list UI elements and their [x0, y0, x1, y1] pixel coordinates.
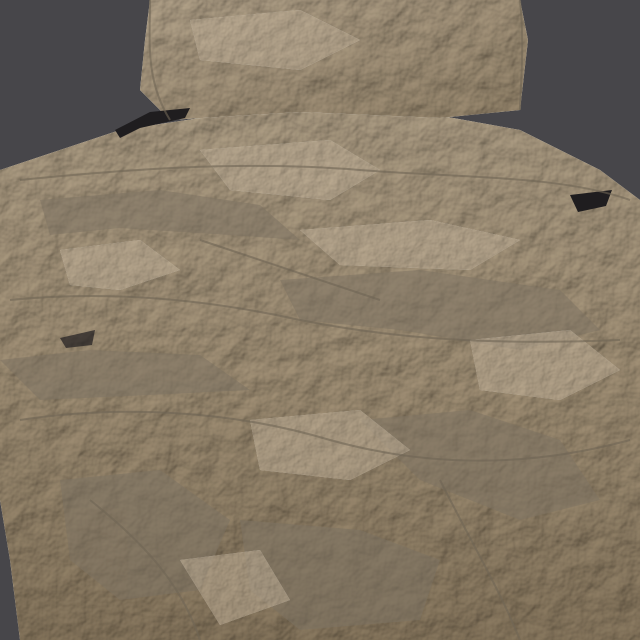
- paper-top-block: [140, 0, 528, 120]
